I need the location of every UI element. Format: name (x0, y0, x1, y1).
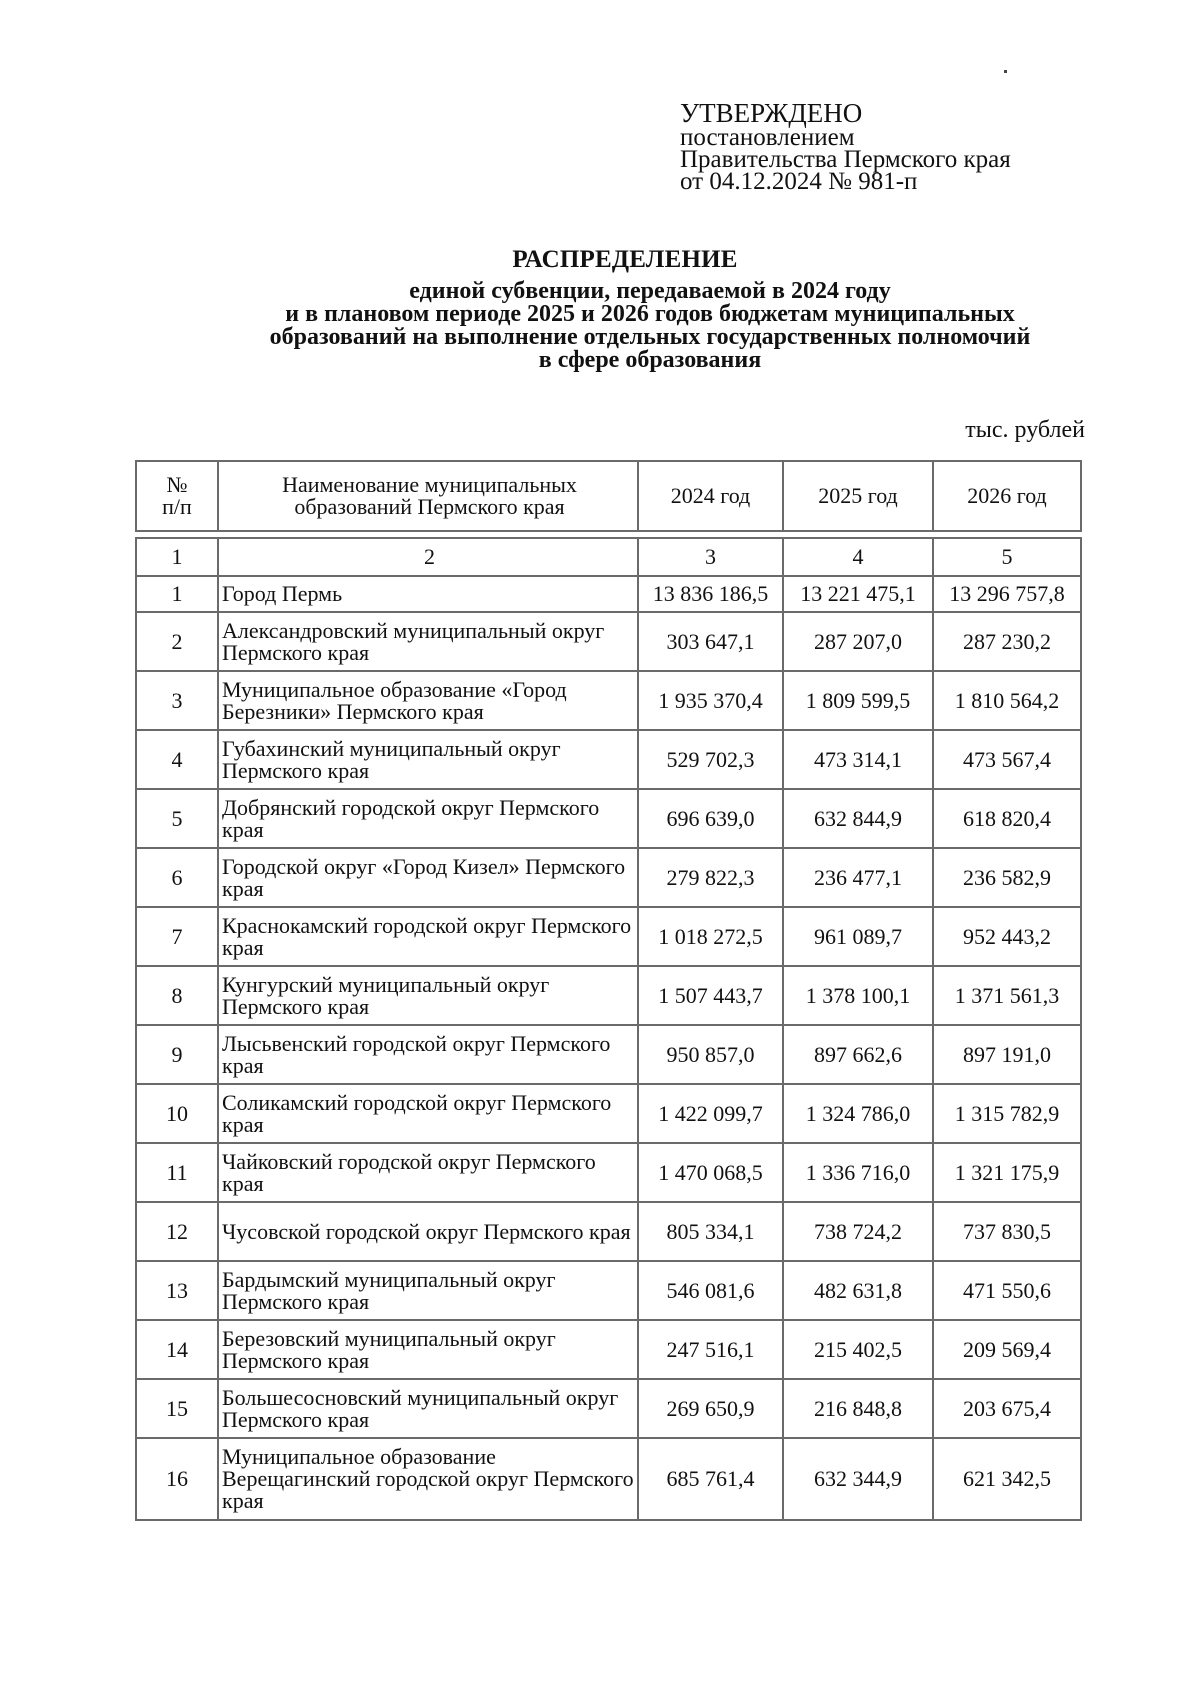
approval-date-number: от 04.12.2024 № 981-п (680, 168, 918, 195)
value-2026: 1 810 564,2 (933, 671, 1081, 730)
value-2024: 950 857,0 (638, 1025, 783, 1084)
header-name-line: Наименование муниципальных (282, 472, 577, 497)
document-subtitle (150, 280, 1150, 372)
municipality-name: Краснокамский городской округ Пермского края (218, 907, 638, 966)
subtitle-line: в сфере образования (538, 347, 762, 373)
value-2025: 215 402,5 (783, 1320, 933, 1379)
table-row (136, 1143, 1081, 1202)
approval-line: постановлением (680, 124, 855, 151)
value-2025: 897 662,6 (783, 1025, 933, 1084)
table-row (136, 1084, 1081, 1143)
column-number: 4 (783, 538, 933, 576)
table-row (136, 848, 1081, 907)
value-2024: 13 836 186,5 (638, 576, 783, 612)
value-2025: 1 378 100,1 (783, 966, 933, 1025)
table-row (136, 1379, 1081, 1438)
value-2026: 737 830,5 (933, 1202, 1081, 1261)
row-number: 13 (136, 1261, 218, 1320)
header-name-line: образований Пермского края (294, 494, 565, 519)
row-number: 10 (136, 1084, 218, 1143)
value-2025: 632 344,9 (783, 1438, 933, 1520)
municipality-name: Березовский муниципальный округ Пермского края (218, 1320, 638, 1379)
value-2025: 482 631,8 (783, 1261, 933, 1320)
value-2024: 1 470 068,5 (638, 1143, 783, 1202)
header-number-abbr: п/п (162, 494, 192, 519)
row-number: 14 (136, 1320, 218, 1379)
approval-stamp (680, 100, 1011, 193)
value-2024: 805 334,1 (638, 1202, 783, 1261)
value-2024: 1 422 099,7 (638, 1084, 783, 1143)
municipality-name: Большесосновский муниципальный округ Пермского края (218, 1379, 638, 1438)
units-label: тыс. рублей (965, 417, 1085, 443)
scan-speck (1004, 70, 1007, 73)
distribution-table (135, 537, 1082, 1521)
municipality-name: Кунгурский муниципальный округ Пермского края (218, 966, 638, 1025)
municipality-name: Соликамский городской округ Пермского края (218, 1084, 638, 1143)
header-2024: 2024 год (638, 461, 783, 531)
municipality-name: Муниципальное образование «Город Березники» Пермского края (218, 671, 638, 730)
value-2026: 952 443,2 (933, 907, 1081, 966)
table-row (136, 789, 1081, 848)
municipality-name: Добрянский городской округ Пермского края (218, 789, 638, 848)
municipality-name: Муниципальное образование Верещагинский городской округ Пермского края (218, 1438, 638, 1520)
table-row (136, 966, 1081, 1025)
value-2026: 1 321 175,9 (933, 1143, 1081, 1202)
value-2024: 279 822,3 (638, 848, 783, 907)
table-row (136, 612, 1081, 671)
value-2026: 209 569,4 (933, 1320, 1081, 1379)
municipality-name: Чусовской городской округ Пермского края (218, 1202, 638, 1261)
municipality-name: Чайковский городской округ Пермского края (218, 1143, 638, 1202)
header-number (136, 461, 218, 531)
row-number: 7 (136, 907, 218, 966)
value-2024: 269 650,9 (638, 1379, 783, 1438)
subtitle-line: и в плановом периоде 2025 и 2026 годов бюджетам муниципальных (285, 301, 1015, 327)
value-2026: 287 230,2 (933, 612, 1081, 671)
value-2025: 1 336 716,0 (783, 1143, 933, 1202)
municipality-name: Городской округ «Город Кизел» Пермского края (218, 848, 638, 907)
column-number: 5 (933, 538, 1081, 576)
table-row (136, 1320, 1081, 1379)
header-number-symbol: № (166, 472, 188, 497)
value-2025: 473 314,1 (783, 730, 933, 789)
value-2026: 618 820,4 (933, 789, 1081, 848)
value-2024: 303 647,1 (638, 612, 783, 671)
municipality-name: Александровский муниципальный округ Пермского края (218, 612, 638, 671)
value-2025: 1 324 786,0 (783, 1084, 933, 1143)
value-2026: 203 675,4 (933, 1379, 1081, 1438)
row-number: 12 (136, 1202, 218, 1261)
row-number: 1 (136, 576, 218, 612)
table-row (136, 1438, 1081, 1520)
row-number: 11 (136, 1143, 218, 1202)
header-name (218, 461, 638, 531)
value-2024: 685 761,4 (638, 1438, 783, 1520)
table-header (135, 460, 1082, 532)
table-row (136, 907, 1081, 966)
column-number: 2 (218, 538, 638, 576)
municipality-name: Бардымский муниципальный округ Пермского края (218, 1261, 638, 1320)
value-2025: 287 207,0 (783, 612, 933, 671)
value-2026: 473 567,4 (933, 730, 1081, 789)
value-2026: 1 315 782,9 (933, 1084, 1081, 1143)
value-2026: 897 191,0 (933, 1025, 1081, 1084)
subtitle-line: единой субвенции, передаваемой в 2024 году (409, 278, 891, 304)
approval-line: Правительства Пермского края (680, 146, 1011, 173)
municipality-name: Губахинский муниципальный округ Пермского края (218, 730, 638, 789)
value-2024: 1 507 443,7 (638, 966, 783, 1025)
row-number: 5 (136, 789, 218, 848)
row-number: 15 (136, 1379, 218, 1438)
table-row (136, 576, 1081, 612)
column-number: 1 (136, 538, 218, 576)
row-number: 2 (136, 612, 218, 671)
approval-title: УТВЕРЖДЕНО (680, 98, 863, 128)
value-2024: 1 018 272,5 (638, 907, 783, 966)
table-row (136, 1261, 1081, 1320)
value-2025: 961 089,7 (783, 907, 933, 966)
column-number-row (136, 538, 1081, 576)
value-2026: 471 550,6 (933, 1261, 1081, 1320)
row-number: 16 (136, 1438, 218, 1520)
value-2025: 1 809 599,5 (783, 671, 933, 730)
value-2026: 236 582,9 (933, 848, 1081, 907)
value-2025: 632 844,9 (783, 789, 933, 848)
value-2024: 529 702,3 (638, 730, 783, 789)
header-2026: 2026 год (933, 461, 1081, 531)
table-row (136, 730, 1081, 789)
municipality-name: Лысьвенский городской округ Пермского края (218, 1025, 638, 1084)
value-2024: 696 639,0 (638, 789, 783, 848)
row-number: 9 (136, 1025, 218, 1084)
table-row (136, 1202, 1081, 1261)
value-2026: 13 296 757,8 (933, 576, 1081, 612)
row-number: 8 (136, 966, 218, 1025)
value-2025: 738 724,2 (783, 1202, 933, 1261)
table-row (136, 1025, 1081, 1084)
value-2024: 546 081,6 (638, 1261, 783, 1320)
document-title: РАСПРЕДЕЛЕНИЕ (512, 246, 738, 273)
header-2025: 2025 год (783, 461, 933, 531)
row-number: 3 (136, 671, 218, 730)
value-2025: 13 221 475,1 (783, 576, 933, 612)
table-row (136, 671, 1081, 730)
value-2026: 1 371 561,3 (933, 966, 1081, 1025)
value-2025: 236 477,1 (783, 848, 933, 907)
subtitle-line: образований на выполнение отдельных государственных полномочий (269, 324, 1031, 350)
value-2026: 621 342,5 (933, 1438, 1081, 1520)
value-2024: 247 516,1 (638, 1320, 783, 1379)
value-2025: 216 848,8 (783, 1379, 933, 1438)
column-number: 3 (638, 538, 783, 576)
municipality-name: Город Пермь (218, 576, 638, 612)
row-number: 6 (136, 848, 218, 907)
value-2024: 1 935 370,4 (638, 671, 783, 730)
row-number: 4 (136, 730, 218, 789)
